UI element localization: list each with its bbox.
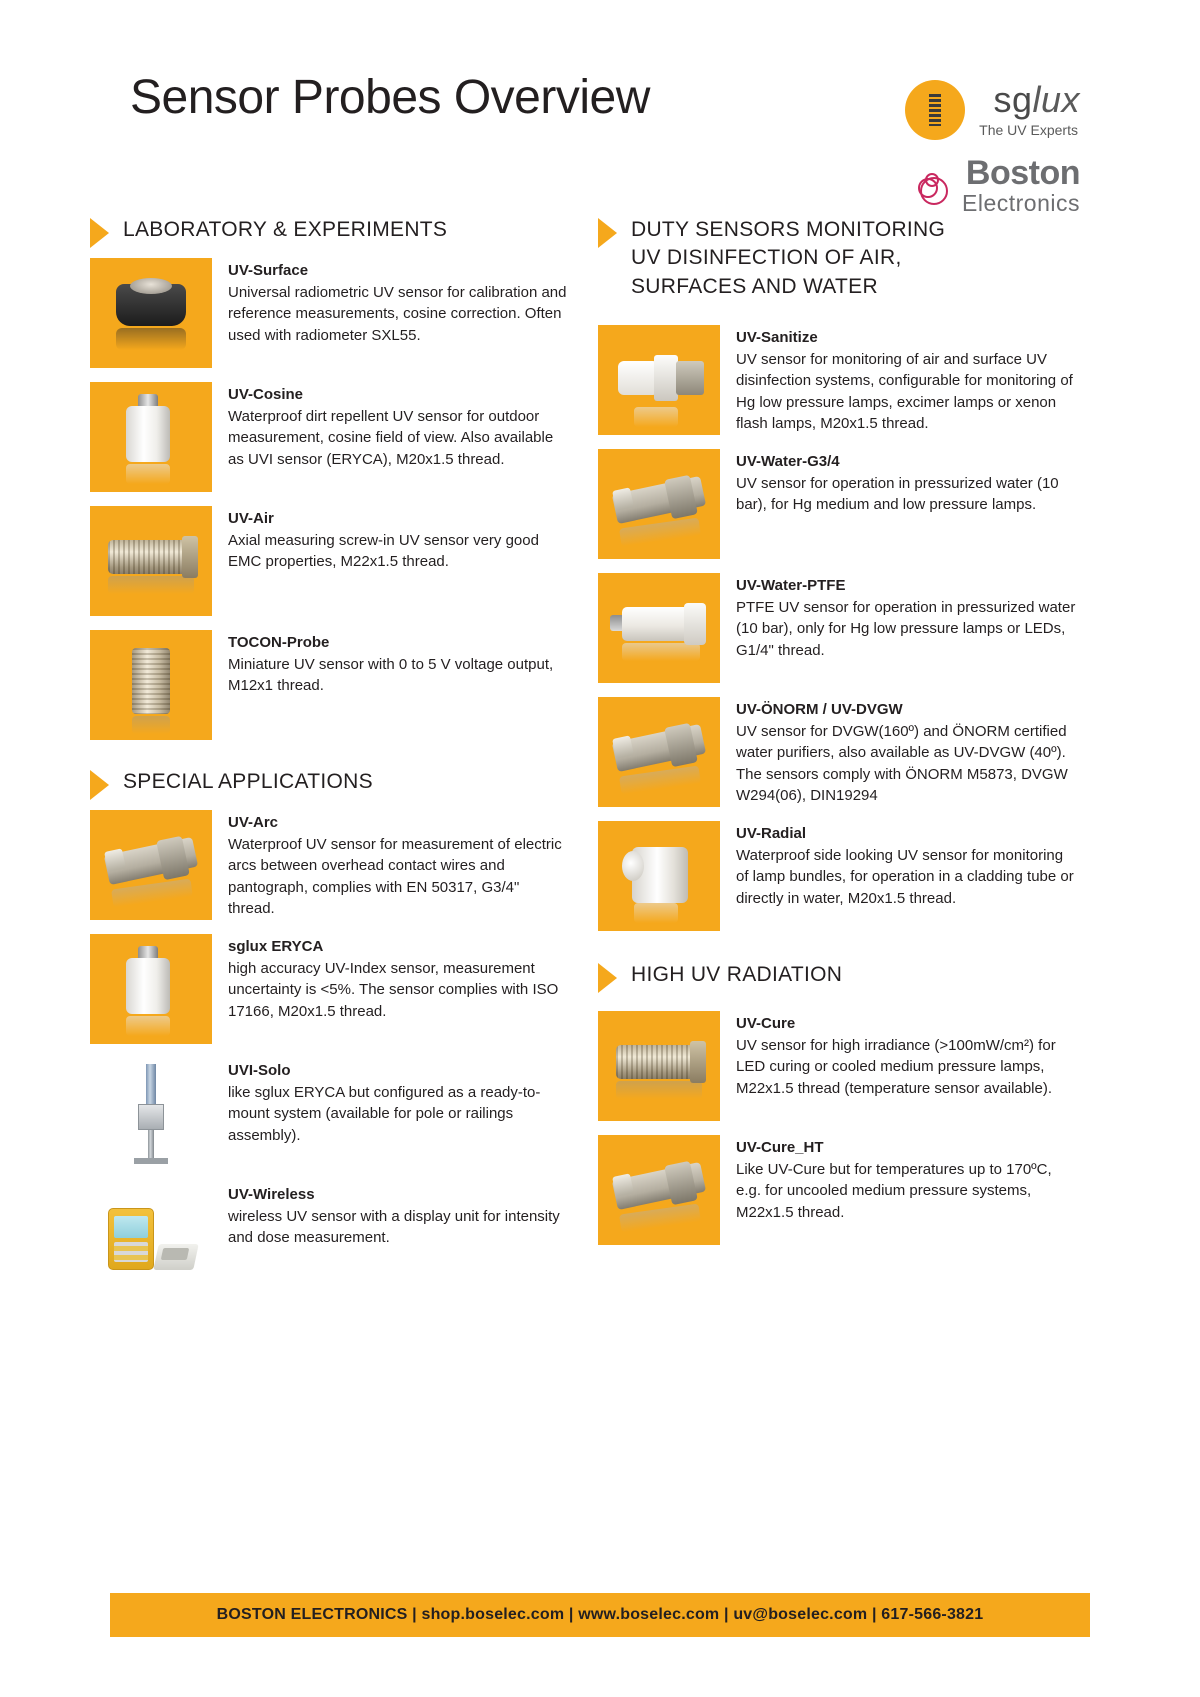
page-title: Sensor Probes Overview	[130, 71, 650, 124]
product-description: UV sensor for monitoring of air and surface UV disinfection systems, configurable for monitoring of Hg low pressure lamps, excimer lamps or xenon flash lamps, M20x1.5 thread.	[736, 351, 1073, 432]
product-body	[228, 382, 570, 470]
footer-bar	[110, 1593, 1090, 1637]
uv-cosine-photo	[90, 382, 212, 492]
product-name: UV-Cure_HT	[736, 1139, 824, 1157]
product-body	[736, 1135, 1078, 1223]
product-body	[736, 697, 1078, 806]
uv-wireless-photo	[90, 1182, 212, 1292]
product-name: UV-Sanitize	[736, 329, 818, 347]
section-title-duty: DUTY SENSORS MONITORING UV DISINFECTION OF AIR, SURFACES AND WATER	[631, 218, 946, 298]
arrow-icon	[90, 218, 109, 248]
section-header-laboratory	[90, 216, 570, 248]
boston-logo	[850, 156, 1080, 215]
product-item	[90, 258, 570, 368]
product-name: TOCON-Probe	[228, 634, 330, 651]
product-description: UV sensor for operation in pressurized water (10 bar), for Hg medium and low pressure lamps.	[736, 475, 1059, 514]
sglux-word-lux: lux	[1032, 79, 1080, 120]
product-body	[736, 449, 1078, 516]
product-name: UV-ÖNORM / UV-DVGW	[736, 701, 903, 719]
product-body	[228, 506, 570, 573]
product-description: UV sensor for DVGW(160º) and ÖNORM certified water purifiers, also available as UV-DVGW (40º). The sensors comply with ÖNORM M5873, DVGW W294(06), DIN19294	[736, 723, 1068, 804]
product-item	[598, 821, 1078, 931]
product-body	[228, 934, 570, 1022]
arrow-icon	[598, 218, 617, 248]
uv-surface-photo	[90, 258, 212, 368]
product-item	[598, 1135, 1078, 1245]
product-item	[90, 630, 570, 740]
sglux-word-sg: sg	[993, 79, 1033, 120]
product-name: UV-Wireless	[228, 1186, 315, 1203]
boston-sub: Electronics	[962, 190, 1080, 216]
right-column	[598, 210, 1078, 1306]
uv-cure-ht-photo	[598, 1135, 720, 1245]
product-item	[598, 325, 1078, 435]
product-item	[90, 382, 570, 492]
product-description: wireless UV sensor with a display unit for intensity and dose measurement.	[228, 1208, 560, 1247]
page-header	[0, 0, 1200, 216]
product-item	[598, 697, 1078, 807]
logo-group	[850, 80, 1080, 215]
product-name: UV-Cosine	[228, 386, 304, 403]
product-item	[90, 1182, 570, 1292]
product-description: Axial measuring screw-in UV sensor very good EMC properties, M22x1.5 thread.	[228, 532, 539, 571]
sglux-eryca-photo	[90, 934, 212, 1044]
product-body	[228, 1182, 570, 1249]
uv-water-ptfe-photo	[598, 573, 720, 683]
sglux-wordmark	[979, 79, 1080, 120]
sglux-logo	[850, 80, 1080, 140]
uv-water-g34-photo	[598, 449, 720, 559]
product-name: UV-Surface	[228, 262, 309, 279]
product-name: UVI-Solo	[228, 1062, 291, 1079]
section-header-duty	[598, 216, 1078, 301]
product-item	[598, 1011, 1078, 1121]
left-column	[90, 210, 570, 1306]
section-title-laboratory: LABORATORY & EXPERIMENTS	[123, 218, 448, 241]
footer-contact-text: BOSTON ELECTRONICS | shop.boselec.com | www.boselec.com | uv@boselec.com | 617-566-3821	[216, 1606, 984, 1623]
content-columns	[0, 210, 1200, 1306]
product-name: UV-Water-G3/4	[736, 453, 840, 471]
product-description: Miniature UV sensor with 0 to 5 V voltage output, M12x1 thread.	[228, 656, 554, 695]
arrow-icon	[598, 963, 617, 993]
product-description: UV sensor for high irradiance (>100mW/cm²) for LED curing or cooled medium pressure lamps, M22x1.5 thread (temperature sensor available).	[736, 1037, 1056, 1097]
product-name: UV-Water-PTFE	[736, 577, 846, 595]
product-body	[736, 573, 1078, 661]
arrow-icon	[90, 770, 109, 800]
product-name: sglux ERYCA	[228, 938, 324, 955]
product-description: Waterproof side looking UV sensor for monitoring of lamp bundles, for operation in a cladding tube or directly in water, M20x1.5 thread.	[736, 847, 1074, 907]
product-item	[90, 810, 570, 920]
product-description: high accuracy UV-Index sensor, measurement uncertainty is <5%. The sensor complies with ISO 17166, M20x1.5 thread.	[228, 960, 559, 1020]
uv-radial-photo	[598, 821, 720, 931]
product-body	[736, 325, 1078, 434]
section-title-high-uv: HIGH UV RADIATION	[631, 963, 843, 987]
product-body	[736, 821, 1078, 909]
uvi-solo-photo	[90, 1058, 212, 1168]
product-body	[736, 1011, 1078, 1099]
product-item	[90, 506, 570, 616]
boston-wordmark	[962, 156, 1080, 215]
product-body	[228, 810, 570, 919]
product-body	[228, 1058, 570, 1146]
section-header-high-uv	[598, 961, 1078, 993]
product-name: UV-Arc	[228, 814, 279, 831]
product-description: Waterproof UV sensor for measurement of electric arcs between overhead contact wires and pantograph, complies with EN 50317, G3/4" thread.	[228, 836, 562, 917]
product-description: PTFE UV sensor for operation in pressurized water (10 bar), only for Hg low pressure lamps or LEDs, G1/4" thread.	[736, 599, 1076, 659]
sglux-barcode-icon	[905, 80, 965, 140]
product-item	[90, 1058, 570, 1168]
section-header-special	[90, 768, 570, 800]
uv-oenorm-photo	[598, 697, 720, 807]
boston-swirl-icon	[912, 164, 956, 208]
tocon-probe-photo	[90, 630, 212, 740]
product-name: UV-Radial	[736, 825, 807, 843]
product-body	[228, 630, 570, 697]
product-description: like sglux ERYCA but configured as a ready-to-mount system (available for pole or railings assembly).	[228, 1084, 541, 1144]
boston-name: Boston	[965, 154, 1080, 192]
product-item	[598, 573, 1078, 683]
section-title-special: SPECIAL APPLICATIONS	[123, 770, 373, 793]
uv-arc-photo	[90, 810, 212, 920]
product-description: Waterproof dirt repellent UV sensor for outdoor measurement, cosine field of view. Also available as UVI sensor (ERYCA), M20x1.5 thread.	[228, 408, 554, 468]
product-item	[90, 934, 570, 1044]
product-item	[598, 449, 1078, 559]
product-name: UV-Air	[228, 510, 274, 527]
product-description: Like UV-Cure but for temperatures up to 170ºC, e.g. for uncooled medium pressure systems, M22x1.5 thread.	[736, 1161, 1052, 1221]
product-body	[228, 258, 570, 346]
sglux-tagline: The UV Experts	[979, 122, 1078, 138]
uv-sanitize-photo	[598, 325, 720, 435]
uv-air-photo	[90, 506, 212, 616]
uv-cure-photo	[598, 1011, 720, 1121]
product-description: Universal radiometric UV sensor for calibration and reference measurements, cosine correction. Often used with radiometer SXL55.	[228, 284, 567, 344]
product-name: UV-Cure	[736, 1015, 796, 1033]
